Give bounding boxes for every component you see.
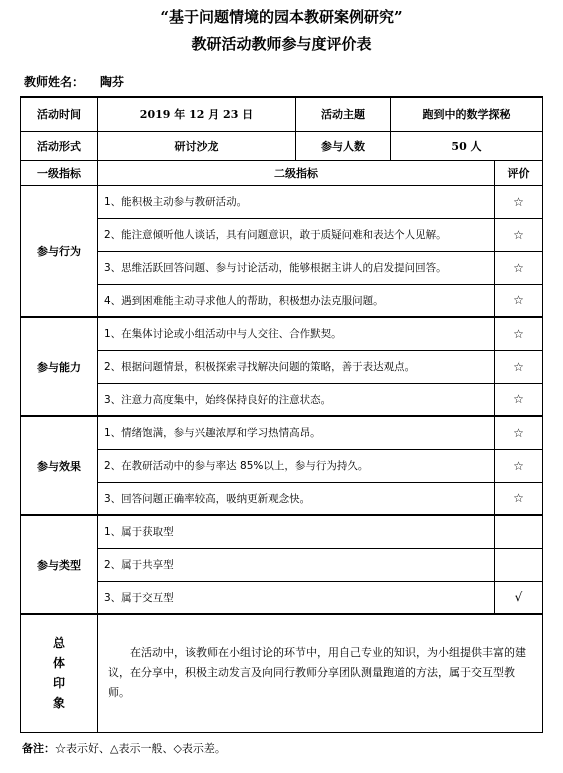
- activity-topic-value: 跑到中的数学探秘: [391, 97, 543, 131]
- teacher-name-value: 陶芬: [100, 75, 125, 89]
- overall-impression-row: [21, 614, 543, 732]
- level2-indicator: 3、思维活跃回答问题、参与讨论活动，能够根据主讲人的启发提问回答。: [98, 251, 495, 284]
- overall-impression-label: [21, 614, 98, 732]
- level1-indicator: 参与效果: [21, 416, 98, 515]
- rating-cell: ☆: [495, 416, 543, 449]
- criteria-row: [21, 350, 543, 383]
- rating-cell: [495, 515, 543, 548]
- level2-indicator: 2、在教研活动中的参与率达 85%以上，参与行为持久。: [98, 449, 495, 482]
- rating-cell: ☆: [495, 350, 543, 383]
- criteria-row: [21, 515, 543, 548]
- criteria-row: [21, 449, 543, 482]
- activity-topic-label: 活动主题: [296, 97, 391, 131]
- activity-time-value: 2019 年 12 月 23 日: [98, 97, 296, 131]
- rating-cell: ☆: [495, 317, 543, 350]
- criteria-row: [21, 251, 543, 284]
- level2-indicator: 4、遇到困难能主动寻求他人的帮助，积极想办法克服问题。: [98, 284, 495, 317]
- activity-form-value: 研讨沙龙: [98, 131, 296, 160]
- level1-indicator: 参与行为: [21, 185, 98, 317]
- level1-indicator: 参与能力: [21, 317, 98, 416]
- level2-indicator: 1、在集体讨论或小组活动中与人交往、合作默契。: [98, 317, 495, 350]
- level2-indicator: 2、属于共享型: [98, 548, 495, 581]
- impression-label-char: 体: [52, 656, 65, 671]
- page-title-line1: “基于问题情境的园本教研案例研究”: [160, 8, 403, 26]
- participant-count-label: 参与人数: [296, 131, 391, 160]
- rating-cell: ☆: [495, 218, 543, 251]
- rating-cell: ☆: [495, 383, 543, 416]
- participant-count-value: 50 人: [391, 131, 543, 160]
- rating-cell: ☆: [495, 251, 543, 284]
- level2-indicator: 2、能注意倾听他人谈话，具有问题意识，敢于质疑问难和表达个人见解。: [98, 218, 495, 251]
- teacher-name-row: [24, 73, 124, 90]
- evaluation-table: [20, 96, 543, 733]
- overall-impression-text: 在活动中，该教师在小组讨论的环节中，用自己专业的知识，为小组提供丰富的建议，在分享中，积极主动发言及向同行教师分享团队测量跑道的方法，属于交互型教师。: [98, 614, 543, 732]
- level2-indicator: 3、回答问题正确率较高，吸纳更新观念快。: [98, 482, 495, 515]
- criteria-row: [21, 383, 543, 416]
- criteria-row: [21, 185, 543, 218]
- level2-header: 二级指标: [98, 160, 495, 185]
- activity-time-label: 活动时间: [21, 97, 98, 131]
- criteria-row: [21, 284, 543, 317]
- footnote: [22, 740, 226, 756]
- rating-cell: ☆: [495, 449, 543, 482]
- criteria-row: [21, 482, 543, 515]
- level2-indicator: 1、属于获取型: [98, 515, 495, 548]
- rating-header: 评价: [495, 160, 543, 185]
- rating-cell: √: [495, 581, 543, 614]
- activity-form-label: 活动形式: [21, 131, 98, 160]
- level2-indicator: 2、根据问题情景，积极探索寻找解决问题的策略，善于表达观点。: [98, 350, 495, 383]
- level2-indicator: 3、注意力高度集中，始终保持良好的注意状态。: [98, 383, 495, 416]
- level2-indicator: 1、能积极主动参与教研活动。: [98, 185, 495, 218]
- criteria-row: [21, 581, 543, 614]
- info-row-form: [21, 131, 543, 160]
- level1-indicator: 参与类型: [21, 515, 98, 614]
- page-title-line2: 教研活动教师参与度评价表: [191, 35, 372, 53]
- info-row-time: [21, 97, 543, 131]
- level2-indicator: 1、情绪饱满，参与兴趣浓厚和学习热情高昂。: [98, 416, 495, 449]
- criteria-row: [21, 416, 543, 449]
- header-row: [21, 160, 543, 185]
- rating-cell: ☆: [495, 284, 543, 317]
- rating-cell: ☆: [495, 482, 543, 515]
- criteria-row: [21, 317, 543, 350]
- rating-cell: ☆: [495, 185, 543, 218]
- teacher-name-label: 教师姓名：: [24, 75, 85, 89]
- level2-indicator: 3、属于交互型: [98, 581, 495, 614]
- footnote-label: 备注：: [22, 742, 55, 755]
- criteria-row: [21, 218, 543, 251]
- footnote-text: ☆表示好、△表示一般、◇表示差。: [55, 742, 226, 755]
- criteria-row: [21, 548, 543, 581]
- level1-header: 一级指标: [21, 160, 98, 185]
- impression-label-char: 总: [52, 636, 65, 651]
- impression-label-char: 象: [52, 696, 65, 711]
- rating-cell: [495, 548, 543, 581]
- impression-label-char: 印: [52, 676, 65, 691]
